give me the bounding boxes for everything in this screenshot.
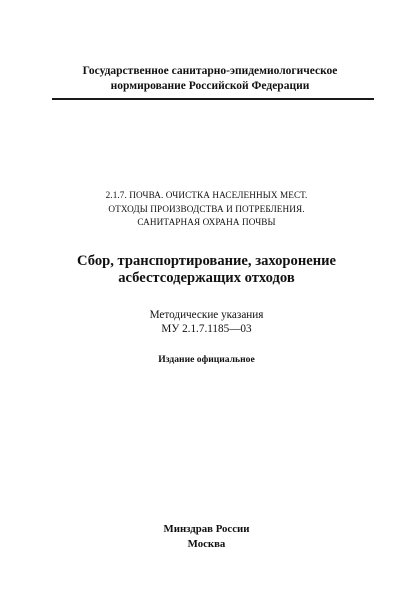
header-divider	[52, 98, 374, 100]
document-number: МУ 2.1.7.1185—03	[161, 323, 252, 335]
document-title	[40, 253, 373, 287]
section-line-2: ОТХОДЫ ПРОИЗВОДСТВА И ПОТРЕБЛЕНИЯ.	[108, 203, 305, 214]
publication-city: Москва	[187, 538, 226, 550]
edition-label: Издание официальное	[158, 354, 255, 365]
section-classification	[40, 189, 373, 230]
header-line-2: нормирование Российской Федерации	[110, 80, 310, 92]
publisher-name: Минздрав России	[163, 523, 250, 535]
section-line-1: 2.1.7. ПОЧВА. ОЧИСТКА НАСЕЛЕННЫХ МЕСТ.	[105, 190, 308, 200]
section-line-3: САНИТАРНАЯ ОХРАНА ПОЧВЫ	[137, 217, 276, 227]
issuing-authority-header	[60, 64, 360, 94]
doctype-line-1: Методические указания	[149, 309, 264, 321]
publisher-footer	[40, 522, 373, 552]
document-type	[40, 308, 373, 336]
title-line-1: Сбор, транспортирование, захоронение	[77, 253, 336, 269]
header-line-1: Государственное санитарно-эпидемиологическое	[82, 65, 338, 77]
title-line-2: асбестсодержащих отходов	[118, 270, 295, 286]
